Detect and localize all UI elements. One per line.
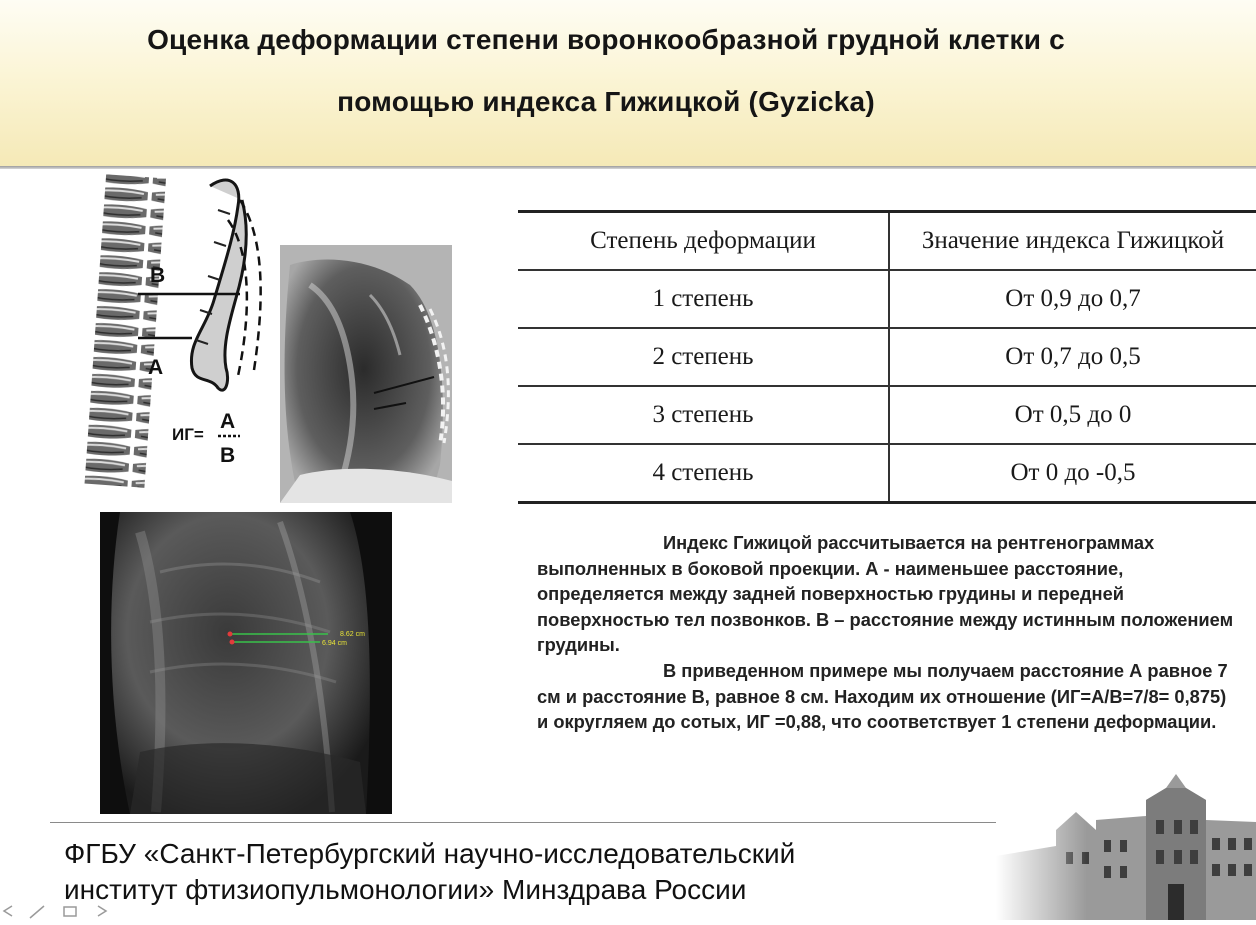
slide-title-line2: помощью индекса Гижицкой (Gyzicka) xyxy=(337,86,875,117)
table-cell-index: От 0,9 до 0,7 xyxy=(889,270,1256,328)
table-cell-degree: 3 степень xyxy=(518,386,889,444)
table-header-index: Значение индекса Гижицкой xyxy=(889,212,1256,271)
table-row xyxy=(518,444,1256,503)
slide-menu-icon xyxy=(64,907,76,916)
nav-next-icon xyxy=(98,906,106,916)
label-b: B xyxy=(150,264,166,287)
footer-divider xyxy=(50,822,1028,823)
table-header-degree: Степень деформации xyxy=(518,212,889,271)
footer-line-2: институт фтизиопульмонологии» Минздрава России xyxy=(64,874,747,905)
slide-title-line1: Оценка деформации степени воронкообразной грудной клетки с xyxy=(147,24,1065,55)
table-row xyxy=(518,386,1256,444)
slide-nav-controls[interactable] xyxy=(0,902,130,920)
lateral-xray-measured xyxy=(100,512,392,814)
table-row xyxy=(518,270,1256,328)
table-cell-index: От 0 до -0,5 xyxy=(889,444,1256,503)
table-cell-degree: 4 степень xyxy=(518,444,889,503)
table-row xyxy=(518,328,1256,386)
slide-header xyxy=(0,0,1256,168)
header-divider xyxy=(0,166,1256,169)
institute-building-image xyxy=(996,760,1256,920)
deformation-table xyxy=(518,210,1256,504)
table-header-row xyxy=(518,212,1256,271)
description-paragraph-2: В приведенном примере мы получаем расстояние А равное 7 см и расстояние В, равное 8 см. Находим их отношение (ИГ=А/В=7/8= 0,875) и округляем до сотых, ИГ =0,88, что соответствует 1 степени деформации. xyxy=(537,659,1228,733)
table-cell-index: От 0,7 до 0,5 xyxy=(889,328,1256,386)
nav-prev-icon xyxy=(4,906,12,916)
table-cell-degree: 2 степень xyxy=(518,328,889,386)
measure-value-1: 8.62 cm xyxy=(340,631,365,638)
table-cell-degree: 1 степень xyxy=(518,270,889,328)
description-paragraph-1: Индекс Гижицой рассчитывается на рентгенограммах выполненных в боковой проекции. А - наименьшее расстояние, определяется между задней поверхностью грудины и передней поверхностью тел позвонков. В – расстояние между истинным положением грудины. xyxy=(537,532,1234,656)
formula-denominator: B xyxy=(220,444,236,467)
label-a: A xyxy=(148,356,164,379)
formula-numerator: A xyxy=(220,410,236,433)
measure-value-2: 6.94 cm xyxy=(322,640,347,647)
footer-institution xyxy=(64,836,1004,908)
table-cell-index: От 0,5 до 0 xyxy=(889,386,1256,444)
formula-prefix: ИГ= xyxy=(172,425,204,444)
description-text xyxy=(537,530,1237,735)
footer-line-1: ФГБУ «Санкт-Петербургский научно-исследовательский xyxy=(64,838,796,869)
pen-icon xyxy=(30,906,44,918)
lateral-xray-small xyxy=(280,245,452,503)
